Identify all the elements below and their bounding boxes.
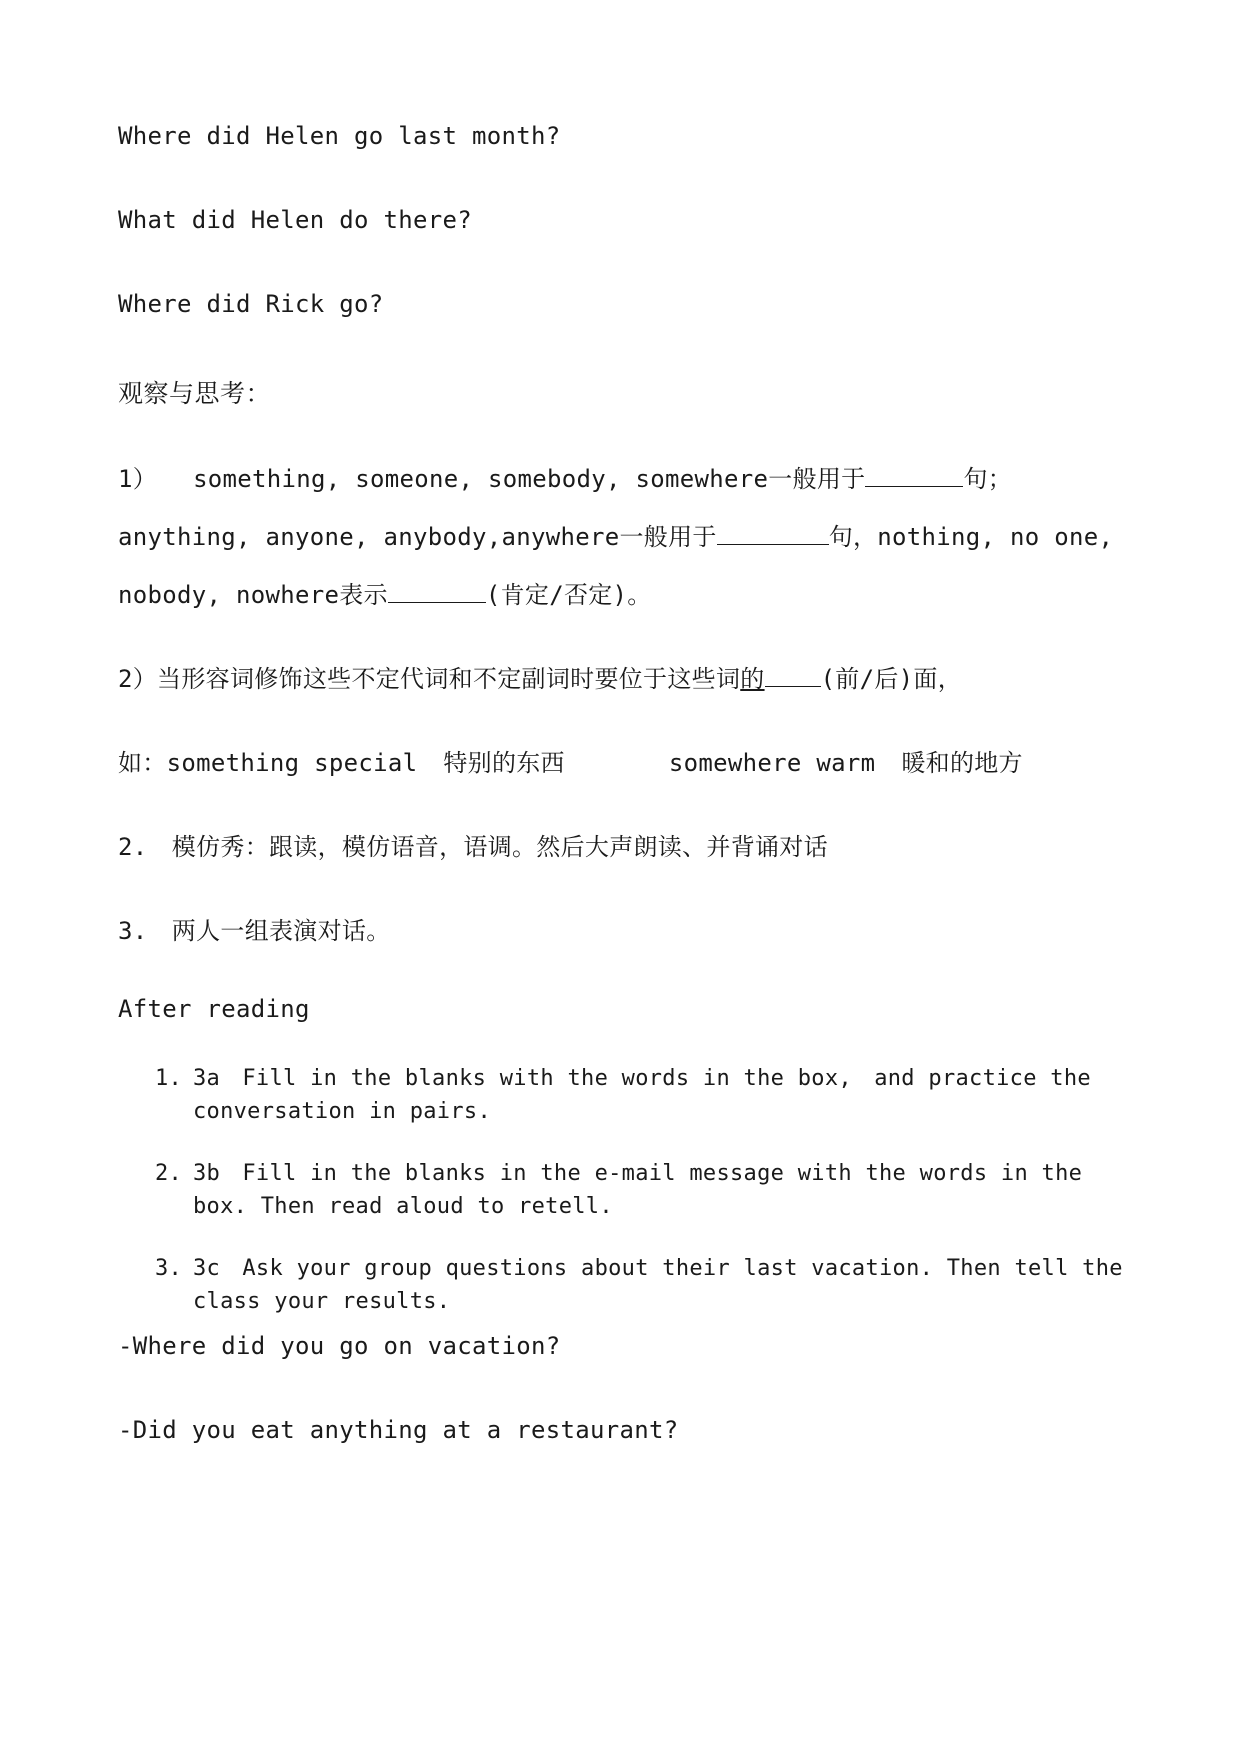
example-cn: 暖和的地方 <box>901 749 1023 777</box>
fill-blank[interactable] <box>388 580 486 603</box>
question-helen-what: What did Helen do there? <box>118 206 472 234</box>
dialogue-line-1: -Where did you go on vacation? <box>118 1332 561 1360</box>
observe-heading: 观察与思考： <box>118 379 272 408</box>
grammar-point-1-line-2 <box>118 517 1113 552</box>
example-en: somewhere warm <box>668 749 876 777</box>
list-item <box>155 1157 1135 1223</box>
fill-blank[interactable] <box>865 464 963 487</box>
question-rick-where: Where did Rick go? <box>118 290 384 318</box>
fill-blank[interactable] <box>765 664 821 687</box>
example-en: something special <box>166 749 418 777</box>
list-item-text: 3b Fill in the blanks in the e-mail message with the words in the box. Then read aloud to retell. <box>193 1161 1083 1219</box>
point-text: something, someone, somebody, somewhere一般用于 <box>193 465 866 493</box>
point-text: (肯定/否定)。 <box>485 581 652 609</box>
point-text: anything, anyone, anybody,anywhere一般用于 <box>118 523 717 551</box>
point-text: nobody, nowhere表示 <box>118 581 388 609</box>
point-text: 2）当形容词修饰这些不定代词和不定副词时要位于这些词 <box>118 665 741 693</box>
list-item <box>155 1252 1135 1318</box>
task-role-play: 3. 两人一组表演对话。 <box>118 917 391 945</box>
point-text: 句，nothing, no one, <box>828 523 1114 551</box>
point-number: 1） <box>118 465 158 493</box>
list-item <box>155 1062 1135 1128</box>
example-prefix: 如： <box>118 749 167 777</box>
list-item-number: 3. <box>155 1256 183 1281</box>
list-item-text: 3c Ask your group questions about their last vacation. Then tell the class your results. <box>193 1256 1123 1314</box>
dialogue-line-2: -Did you eat anything at a restaurant? <box>118 1416 679 1444</box>
list-item-number: 2. <box>155 1161 183 1186</box>
example-cn: 特别的东西 <box>443 749 565 777</box>
point-text: 句； <box>963 465 1013 493</box>
underlined-word: 的 <box>740 665 765 693</box>
point-text: (前/后)面， <box>820 665 963 693</box>
grammar-point-1-line-1 <box>118 459 1012 494</box>
task-imitation: 2. 模仿秀：跟读，模仿语音，语调。然后大声朗读、并背诵对话 <box>118 833 828 861</box>
grammar-example <box>118 743 1023 778</box>
after-reading-heading: After reading <box>118 995 310 1023</box>
list-item-text: 3a Fill in the blanks with the words in the box, and practice the conversation in pairs. <box>193 1066 1091 1124</box>
list-item-number: 1. <box>155 1066 183 1091</box>
fill-blank[interactable] <box>717 522 829 545</box>
grammar-point-1-line-3 <box>118 575 652 610</box>
grammar-point-2 <box>118 659 962 694</box>
question-helen-where: Where did Helen go last month? <box>118 122 561 150</box>
